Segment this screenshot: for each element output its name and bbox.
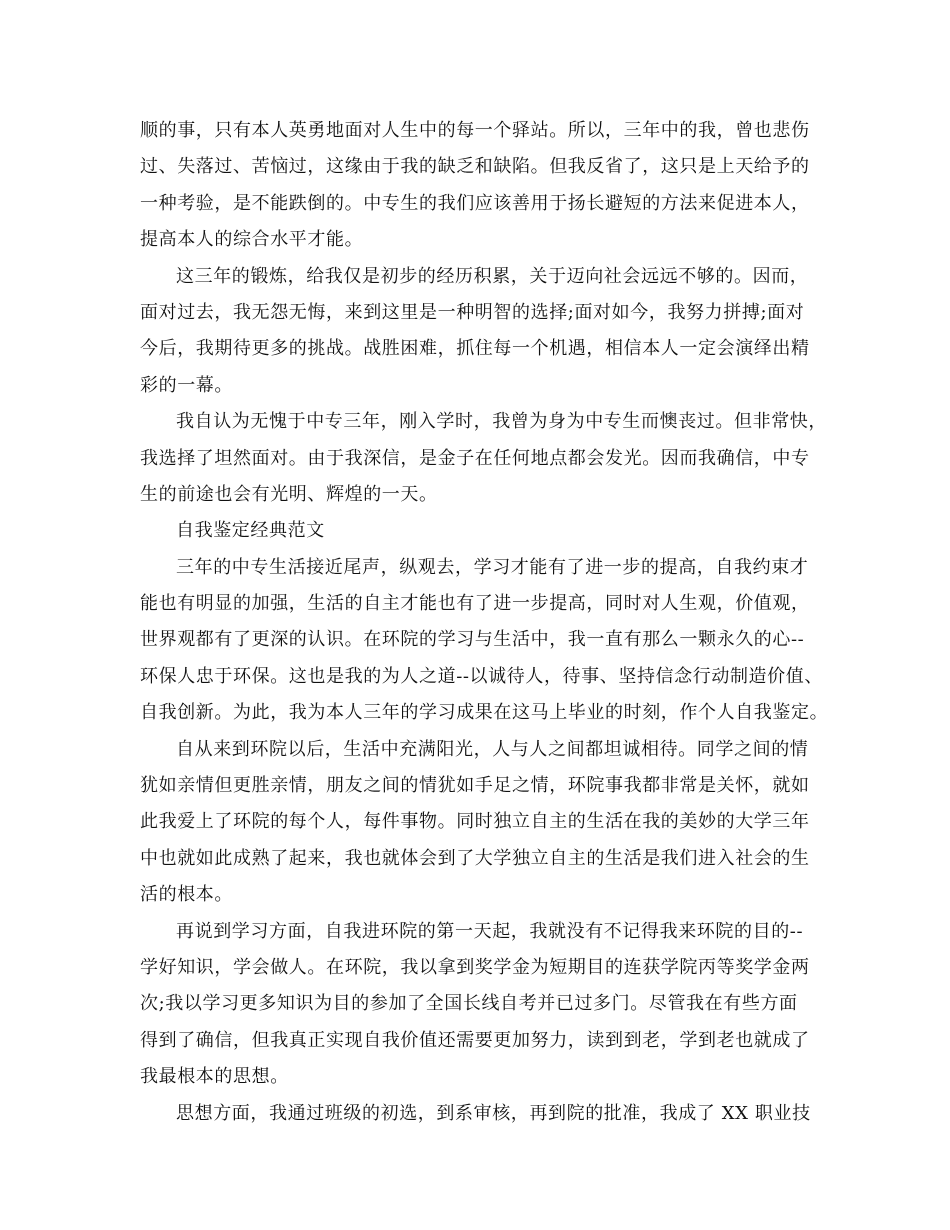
text-line: 生的前途也会有光明、辉煌的一天。 bbox=[140, 483, 438, 505]
document-body bbox=[140, 113, 829, 1132]
text-line: 得到了确信，但我真正实现自我价值还需要更加努力，读到到老，学到老也就成了 bbox=[140, 1029, 810, 1051]
text-line: 能也有明显的加强，生活的自主才能也有了进一步提高，同时对人生观，价值观， bbox=[140, 593, 810, 615]
paragraph-first-line: 思想方面，我通过班级的初选，到系审核，再到院的批准，我成了 XX 职业技 bbox=[176, 1102, 811, 1124]
paragraph-first-line: 自我鉴定经典范文 bbox=[176, 520, 325, 542]
text-line: 提高本人的综合水平才能。 bbox=[140, 229, 364, 251]
text-line: 自我创新。为此，我为本人三年的学习成果在这马上毕业的时刻，作个人自我鉴定。 bbox=[140, 702, 829, 724]
text-line: 我最根本的思想。 bbox=[140, 1066, 289, 1088]
text-line: 次;我以学习更多知识为目的参加了全国长线自考并已过多门。尽管我在有些方面 bbox=[140, 993, 798, 1015]
text-line: 彩的一幕。 bbox=[140, 374, 233, 396]
text-line: 学好知识，学会做人。在环院，我以拿到奖学金为短期目的连获学院丙等奖学金两 bbox=[140, 956, 810, 978]
paragraph-first-line: 再说到学习方面，自我进环院的第一天起，我就没有不记得我来环院的目的-- bbox=[176, 920, 804, 942]
text-line: 今后，我期待更多的挑战。战胜困难，抓住每一个机遇，相信本人一定会演绎出精 bbox=[140, 338, 810, 360]
text-line: 一种考验，是不能跌倒的。中专生的我们应该善用于扬长避短的方法来促进本人， bbox=[140, 192, 810, 214]
paragraph-first-line: 三年的中专生活接近尾声，纵观去，学习才能有了进一步的提高，自我约束才 bbox=[176, 556, 809, 578]
paragraph-first-line: 这三年的锻炼，给我仅是初步的经历积累，关于迈向社会远远不够的。因而， bbox=[176, 265, 809, 287]
text-line: 此我爱上了环院的每个人，每件事物。同时独立自主的生活在我的美妙的大学三年 bbox=[140, 811, 810, 833]
text-line: 顺的事，只有本人英勇地面对人生中的每一个驿站。所以，三年中的我，曾也悲伤 bbox=[140, 120, 810, 141]
text-line: 面对过去，我无怨无悔，来到这里是一种明智的选择;面对如今，我努力拼搏;面对 bbox=[140, 301, 805, 323]
text-line: 我选择了坦然面对。由于我深信，是金子在任何地点都会发光。因而我确信，中专 bbox=[140, 447, 810, 469]
paragraph-first-line: 自从来到环院以后，生活中充满阳光，人与人之间都坦诚相待。同学之间的情 bbox=[176, 738, 809, 760]
text-line: 活的根本。 bbox=[140, 884, 233, 906]
paragraph-first-line: 我自认为无愧于中专三年，刚入学时，我曾为身为中专生而懊丧过。但非常快， bbox=[176, 411, 827, 433]
text-line: 中也就如此成熟了起来，我也就体会到了大学独立自主的生活是我们进入社会的生 bbox=[140, 847, 810, 869]
text-line: 世界观都有了更深的认识。在环院的学习与生活中，我一直有那么一颗永久的心-- bbox=[140, 629, 805, 651]
text-line: 环保人忠于环保。这也是我的为人之道--以诚待人，待事、坚持信念行动制造价值、 bbox=[140, 665, 823, 687]
text-line: 过、失落过、苦恼过，这缘由于我的缺乏和缺陷。但我反省了，这只是上天给予的 bbox=[140, 156, 810, 178]
text-line: 犹如亲情但更胜亲情，朋友之间的情犹如手足之情，环院事我都非常是关怀，就如 bbox=[140, 775, 810, 797]
